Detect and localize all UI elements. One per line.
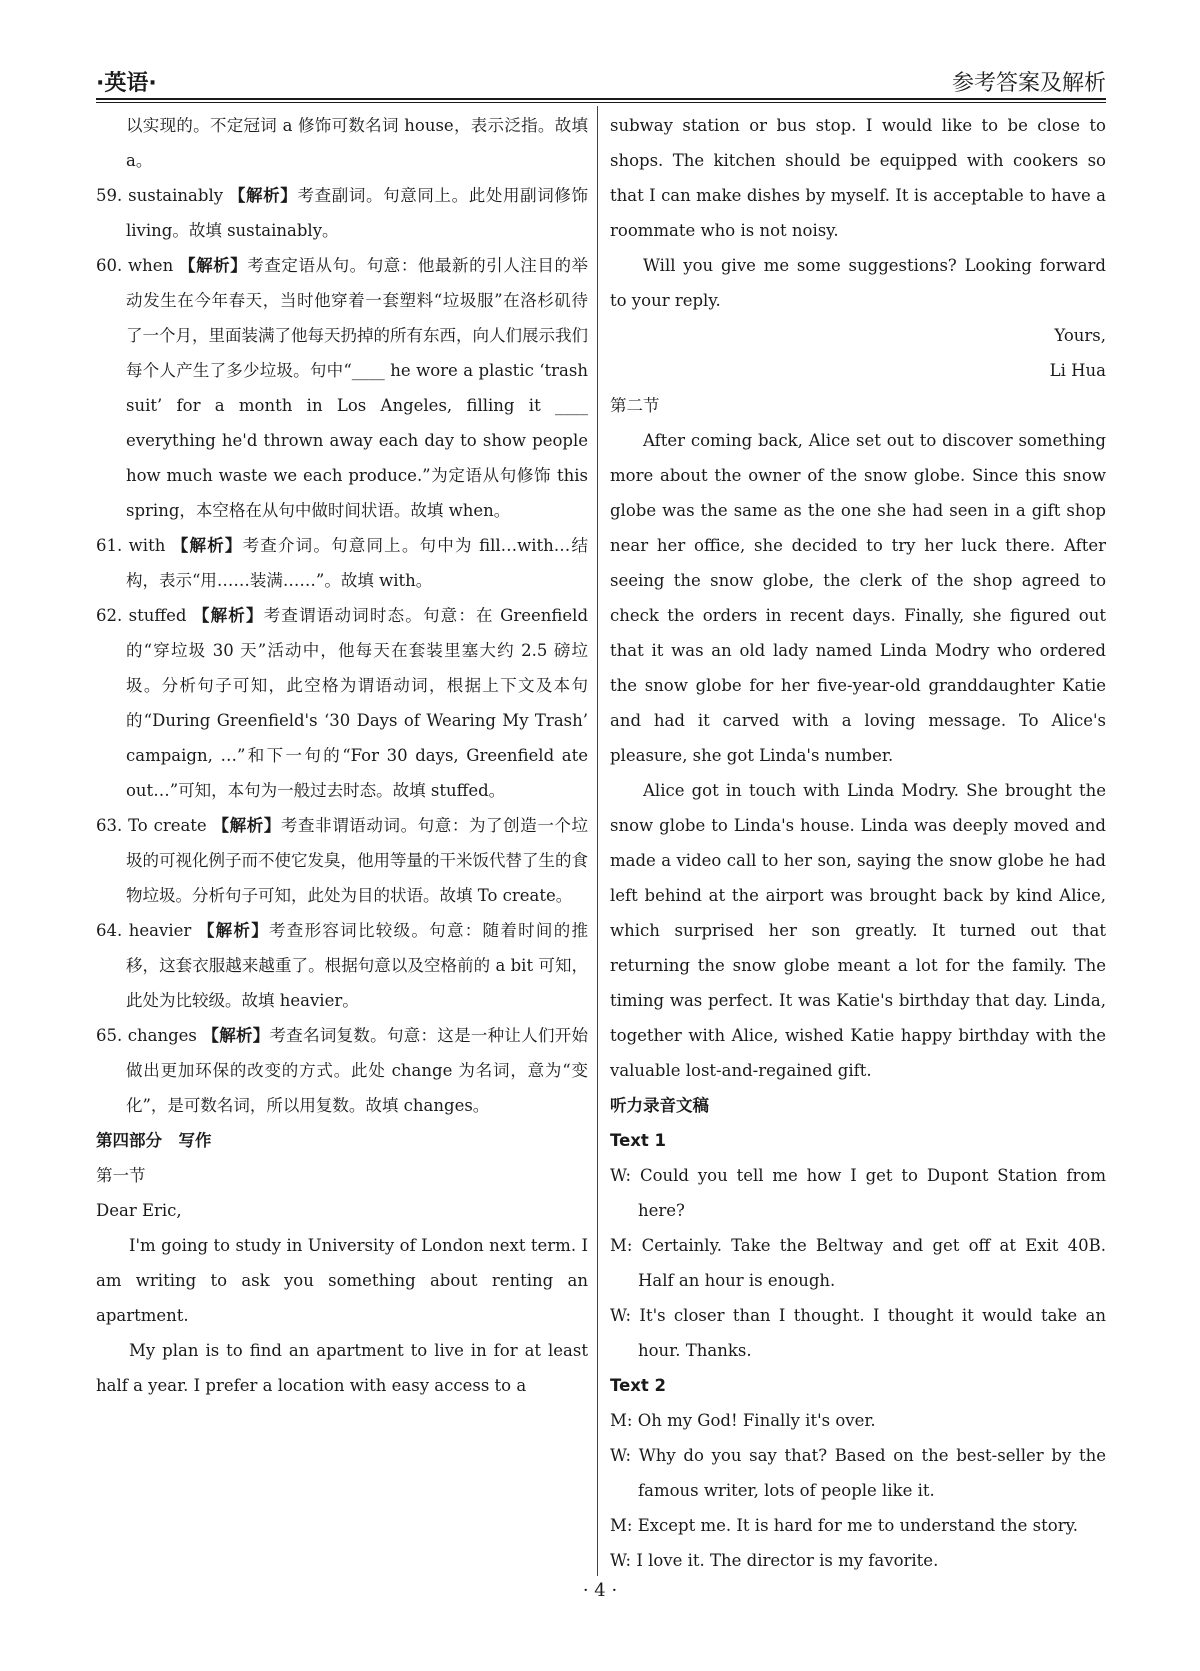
analysis-text: 考查介词。句意同上。句中为 fill…with…结构，表示“用……装满……”。故填 with。 [126,536,589,590]
answer-key: 59. sustainably [96,186,224,205]
column-divider [597,106,598,1576]
part-heading: 第四部分 写作 [96,1131,212,1150]
answer-60 [96,248,588,528]
dialogue-line: W: Could you tell me how I get to Dupont Station from here? [610,1166,1106,1220]
answer-key: 60. when [96,256,174,275]
analysis-text: 考查定语从句。句意：他最新的引人注目的举动发生在今年春天，当时他穿着一套塑料“垃圾服”在洛杉矶待了一个月，里面装满了他每天扔掉的所有东西，向人们展示我们每个人产生了多少垃圾。句中“____ he wore a plastic ‘trash suit’ for a month in Los Angeles, filling it ____ everything he'd thrown away each day to show people how much waste we each produce.”为定语从句修饰 this spring，本空格在从句中做时间状语。故填 when。 [126,256,589,520]
analysis-tag: 【解析】 [197,921,269,940]
answer-key: 64. heavier [96,921,192,940]
analysis-tag: 【解析】 [171,536,243,555]
section-heading: 第二节 [610,396,660,415]
text-label: Text 2 [610,1376,667,1395]
answer-63 [96,808,588,913]
story-paragraph: After coming back, Alice set out to discover something more about the owner of the snow globe. Since this snow globe was the same as the one she had seen in a gift shop near her office, she decided to try her luck there. After seeing the snow globe, the clerk of the shop agreed to check the orders in recent days. Finally, she figured out that it was an old lady named Linda Modry who ordered the snow globe for her five-year-old granddaughter Katie and had it carved with a loving message. To Alice's pleasure, she got Linda's number. [610,431,1106,765]
header-rule [96,98,1106,100]
analysis-text: 考查谓语动词时态。句意：在 Greenfield 的“穿垃圾 30 天”活动中，他每天在套装里塞大约 2.5 磅垃圾。分析句子可知，此空格为谓语动词，根据上下文及本句的“During Greenfield's ‘30 Days of Wearing My Trash’ campaign, …”和下一句的“For 30 days, Greenfield ate out…”可知，本句为一般过去时态。故填 stuffed。 [126,606,589,800]
analysis-text: 考查形容词比较级。句意：随着时间的推移，这套衣服越来越重了。根据句意以及空格前的 a bit 可知，此处为比较级。故填 heavier。 [126,921,589,1010]
answer-key: 61. with [96,536,166,555]
analysis-tag: 【解析】 [179,256,248,275]
letter-salutation: Dear Eric, [96,1201,182,1220]
dialogue-line: W: I love it. The director is my favorite. [610,1551,939,1570]
left-column [96,108,588,1403]
answer-64 [96,913,588,1018]
header-rule-thin [96,102,1106,103]
letter-signature: Li Hua [1049,361,1106,380]
page-number: · 4 · [582,1580,618,1601]
section-title: 参考答案及解析 [951,71,1106,96]
dialogue-line: M: Except me. It is hard for me to understand the story. [610,1516,1078,1535]
subject-label: ·英语· [96,71,157,96]
dialogue-line: W: Why do you say that? Based on the best-seller by the famous writer, lots of people like it. [610,1446,1106,1500]
transcript-heading: 听力录音文稿 [610,1096,709,1115]
analysis-text: 考查副词。句意同上。此处用副词修饰 living。故填 sustainably。 [126,186,588,240]
answer-62 [96,598,588,808]
dialogue-line: M: Certainly. Take the Beltway and get off at Exit 40B. Half an hour is enough. [610,1236,1106,1290]
letter-paragraph-continued: subway station or bus stop. I would like to be close to shops. The kitchen should be equipped with cookers so that I can make dishes by myself. It is acceptable to have a roommate who is not noisy. [610,116,1106,240]
text-label: Text 1 [610,1131,667,1150]
page-header [96,64,1106,100]
analysis-tag: 【解析】 [202,1026,270,1045]
dialogue-line: W: It's closer than I thought. I thought it would take an hour. Thanks. [610,1306,1106,1360]
answer-59 [96,178,588,248]
letter-paragraph: Will you give me some suggestions? Looking forward to your reply. [610,256,1106,310]
answer-61 [96,528,588,598]
analysis-tag: 【解析】 [228,186,298,205]
right-column [610,108,1106,1578]
analysis-tag: 【解析】 [192,606,264,625]
story-paragraph: Alice got in touch with Linda Modry. She brought the snow globe to Linda's house. Linda was deeply moved and made a video call to her son, saying the snow globe he had left behind at the airport was brought back by kind Alice, which surprised her son greatly. It turned out that returning the snow globe meant a lot for the family. The timing was perfect. It was Katie's birthday that day. Linda, together with Alice, wished Katie happy birthday with the valuable lost-and-regained gift. [610,781,1106,1080]
section-heading: 第一节 [96,1166,146,1185]
analysis-text: 考查非谓语动词。句意：为了创造一个垃圾的可视化例子而不使它发臭，他用等量的干米饭代替了生的食物垃圾。分析句子可知，此处为目的状语。故填 To create。 [126,816,589,905]
letter-closing: Yours, [1054,326,1106,345]
continued-paragraph: 以实现的。不定冠词 a 修饰可数名词 house，表示泛指。故填 a。 [126,116,588,170]
letter-paragraph: My plan is to find an apartment to live in for at least half a year. I prefer a location with easy access to a [96,1341,588,1395]
answer-key: 65. changes [96,1026,197,1045]
answer-key: 63. To create [96,816,207,835]
answer-65 [96,1018,588,1123]
answer-key: 62. stuffed [96,606,187,625]
dialogue-line: M: Oh my God! Finally it's over. [610,1411,876,1430]
analysis-tag: 【解析】 [212,816,281,835]
letter-paragraph: I'm going to study in University of London next term. I am writing to ask you something about renting an apartment. [96,1236,588,1325]
analysis-text: 考查名词复数。句意：这是一种让人们开始做出更加环保的改变的方式。此处 change 为名词，意为“变化”，是可数名词，所以用复数。故填 changes。 [126,1026,589,1115]
